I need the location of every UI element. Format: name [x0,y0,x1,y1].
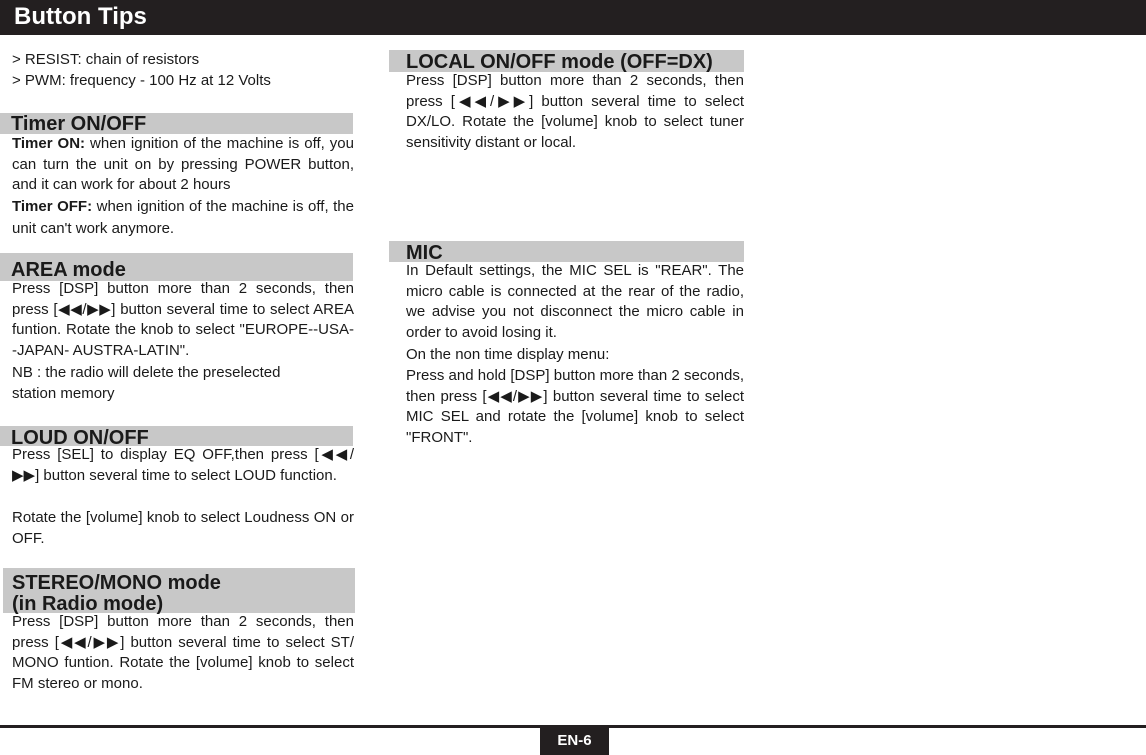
mic-heading: MIC [389,241,744,262]
stereo-heading [3,568,355,613]
intro-line-pwm: > PWM: frequency - 100 Hz at 12 Volts [12,72,271,89]
intro-line-resist: > RESIST: chain of resistors [12,51,200,68]
timer-heading: Timer ON/OFF [0,113,353,134]
local-paragraph: Press [DSP] button more than 2 seconds, then press [◀◀/▶▶] button several time to select DX/LO. Rotate the [volume] knob to select tuner sensitivity distant or local. [406,72,744,152]
area-heading: AREA mode [0,253,353,281]
loud-paragraph-1: Press [SEL] to display EQ OFF,then press [◀◀/▶▶] button several time to select LOUD function. [12,446,354,484]
timer-on-label: Timer ON: [12,135,86,152]
page-number: EN-6 [540,727,609,755]
timer-off-text: when ignition of the machine is off, the unit can't work anymore. [12,198,354,237]
area-paragraph: Press [DSP] button more than 2 seconds, then press [◀◀/▶▶] button several time to select AREA funtion. Rotate the knob to select "EUROPE--USA--JAPAN- AUSTRA-LATIN". [12,280,354,360]
timer-off-paragraph [12,196,354,240]
stereo-heading-line1: STEREO/MONO mode [12,572,221,594]
stereo-paragraph: Press [DSP] button more than 2 seconds, then press [◀◀/▶▶] button several time to select ST/ MONO funtion. Rotate the [volume] knob to select FM stereo or mono. [12,613,354,693]
loud-paragraph-2: Rotate the [volume] knob to select Loudness ON or OFF. [12,509,354,547]
mic-paragraph-1: In Default settings, the MIC SEL is "REAR". The micro cable is connected at the rear of the radio, we advise you not disconnect the micro cable in order to avoid losing it. [406,262,744,342]
mic-paragraph-3: Press and hold [DSP] button more than 2 seconds, then press [◀◀/▶▶] button several time to select MIC SEL and rotate the [volume] knob to select "FRONT". [406,367,744,447]
timer-on-paragraph [12,134,354,196]
stereo-heading-line2: (in Radio mode) [12,593,164,615]
mic-paragraph-2: On the non time display menu: [406,346,610,363]
loud-heading: LOUD ON/OFF [0,426,353,446]
area-note-line2: station memory [12,385,115,402]
timer-on-text: when ignition of the machine is off, you can turn the unit on by pressing POWER button, and it can work for about 2 hours [12,135,354,194]
local-heading: LOCAL ON/OFF mode (OFF=DX) [389,50,744,72]
area-note-line1: NB : the radio will delete the preselected [12,364,281,381]
timer-off-label: Timer OFF: [12,198,93,215]
header-bar [0,0,1146,35]
page-title: Button Tips [14,3,147,30]
